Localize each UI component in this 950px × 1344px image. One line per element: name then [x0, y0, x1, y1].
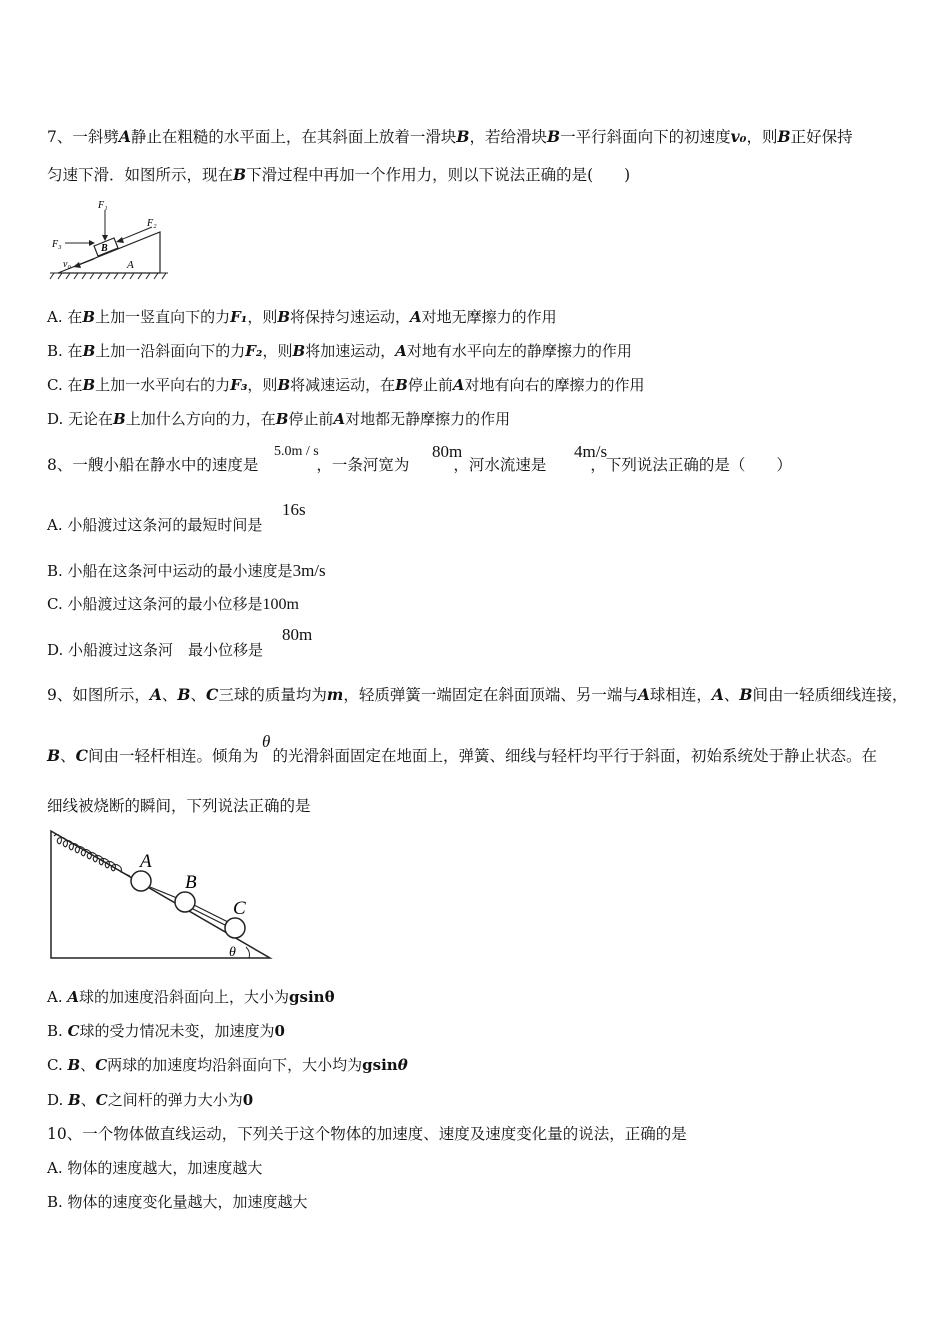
q7-option-b: B. 在B上加一沿斜面向下的力F₂，则B将加速运动，A对地有水平向左的静摩擦力的作用: [47, 342, 632, 360]
q8-option-a-math: 16s: [282, 500, 306, 519]
q7-stem-line1: 7、一斜劈A静止在粗糙的水平面上，在其斜面上放着一滑块B，若给滑块B一平行斜面向下的初速度v₀，则B正好保持: [47, 127, 853, 146]
q9-option-b: B. C球的受力情况未变，加速度为0: [47, 1022, 285, 1040]
q10-option-b: B. 物体的速度变化量越大，加速度越大: [47, 1193, 308, 1211]
q8-option-b: B. 小船在这条河中运动的最小速度是3m/s: [47, 561, 326, 580]
arrow-F2: [118, 227, 152, 241]
q8-option-d-math: 80m: [282, 625, 313, 644]
label-C: C: [233, 898, 246, 919]
q8-stem: 8、一艘小船在静水中的速度是 ，一条河宽为 ，河水流速是 ，下列说法正确的是（ ）: [47, 456, 792, 474]
q10-stem: 10、一个物体做直线运动，下列关于这个物体的加速度、速度及速度变化量的说法，正确的是: [47, 1125, 687, 1143]
q9-stem-line3: 细线被烧断的瞬间，下列说法正确的是: [47, 797, 311, 815]
arrowhead-v0: [73, 262, 81, 268]
ball-B: [175, 892, 195, 912]
q9-option-a: A. A球的加速度沿斜面向上，大小为gsinθ: [47, 988, 335, 1006]
q9-stem-line1: 9、如图所示，A、B、C三球的质量均为m，轻质弹簧一端固定在斜面顶端、另一端与A球相连，A、B间由一轻质细线连接，: [47, 685, 908, 704]
q10-option-a: A. 物体的速度越大，加速度越大: [47, 1159, 263, 1177]
label-theta: θ: [229, 945, 236, 960]
q7-option-c: C. 在B上加一水平向右的力F₃，则B将减速运动，在B停止前A对地有向右的摩擦力的作用: [47, 376, 645, 394]
ball-A: [131, 871, 151, 891]
q9-option-c: C. B、C两球的加速度均沿斜面向下，大小均为gsinθ: [47, 1056, 408, 1074]
arrowhead-F3: [89, 240, 95, 246]
arrowhead-F2: [116, 237, 124, 243]
ball-C: [225, 918, 245, 938]
arrowhead-F1: [102, 235, 108, 241]
q8-option-a: A. 小船渡过这条河的最短时间是: [47, 516, 263, 534]
q7-option-d: D. 无论在B上加什么方向的力，在B停止前A对地都无静摩擦力的作用: [47, 410, 511, 428]
label-B: B: [185, 872, 197, 893]
q8-boat-speed: 5.0m / s: [274, 444, 319, 459]
label-A: A: [127, 259, 134, 271]
q7-option-a: A. 在B上加一竖直向下的力F₁，则B将保持匀速运动，A对地无摩擦力的作用: [47, 308, 557, 326]
q8-option-d: D. 小船渡过这条河 最小位移是: [47, 641, 264, 659]
q8-current-speed: 4m/s: [574, 442, 608, 461]
label-A: A: [140, 851, 152, 872]
q8-river-width: 80m: [432, 442, 463, 461]
label-F2: F₂: [147, 218, 157, 229]
rod-BC-1: [194, 905, 228, 922]
q9-stem-line2: B、C间由一轻杆相连。倾角为 的光滑斜面固定在地面上，弹簧、细线与轻杆均平行于斜面，初始系统处于静止状态。在: [47, 746, 877, 765]
q9-figure-incline: [46, 826, 276, 960]
q8-option-c: C. 小船渡过这条河的最小位移是100m: [47, 595, 299, 613]
label-F1: F₁: [98, 200, 108, 211]
label-v0: v₀: [63, 259, 71, 270]
q7-figure-wedge: [48, 197, 170, 281]
ground-hatching: [50, 273, 168, 279]
q9-angle-theta: θ: [262, 732, 271, 751]
angle-arc: [246, 947, 250, 958]
q9-option-d: D. B、C之间杆的弹力大小为0: [47, 1091, 254, 1109]
q7-stem-line2: 匀速下滑．如图所示，现在B下滑过程中再加一个作用力，则以下说法正确的是( ): [47, 165, 631, 184]
label-B: B: [101, 243, 108, 254]
label-F3: F₃: [52, 239, 62, 250]
